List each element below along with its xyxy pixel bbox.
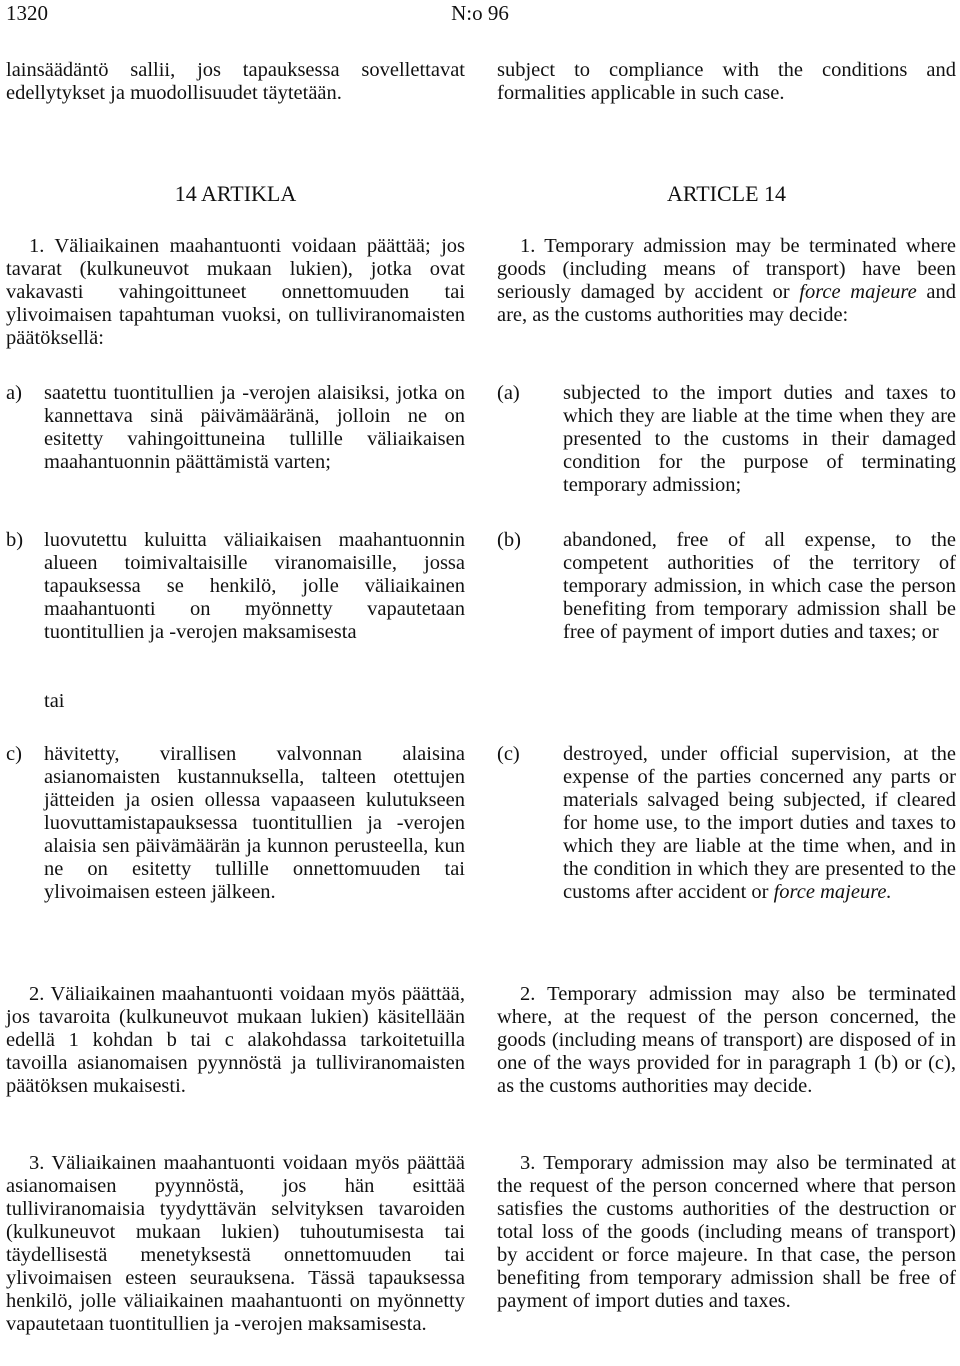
en-item-c-text bbox=[563, 743, 956, 904]
fi-item-a-label: a) bbox=[6, 382, 22, 404]
en-carryover-text: subject to compliance with the conditions and formalities applicable in such case. bbox=[497, 59, 956, 104]
fi-paragraph-1: 1. Väliaikainen maahantuonti voidaan päättää; jos tavarat (kulkuneuvot mukaan lukien), jotka ovat vakavasti vahingoittuneet onnettomuuden tai ylivoimaisen tapahtuman vuoksi, on tulliviranomaisten päätöksellä: bbox=[6, 235, 465, 349]
en-item-b-text: abandoned, free of all expense, to the competent authorities of the territory of temporary admission, in which case the person benefiting from temporary admission shall be free of payment of import duties and taxes; or bbox=[563, 529, 956, 643]
en-item-c-italic: force majeure. bbox=[773, 881, 892, 903]
en-paragraph-2: 2. Temporary admission may also be terminated where, at the request of the person concerned, the goods (including means of transport) are disposed of in one of the ways provided for in paragraph 1 (b) or (c), as the customs authorities may decide. bbox=[497, 983, 956, 1097]
en-paragraph-1 bbox=[497, 235, 956, 327]
en-paragraph-1-italic: force majeure bbox=[799, 281, 917, 303]
fi-or-word: tai bbox=[44, 690, 65, 712]
en-item-b-label: (b) bbox=[497, 529, 521, 551]
fi-item-b bbox=[6, 529, 465, 644]
en-item-a bbox=[497, 382, 956, 497]
en-item-a-text: subjected to the import duties and taxes to which they are liable at the time when they are presented to the customs in their damaged condition for the purpose of terminating temporary admission; bbox=[563, 382, 956, 496]
fi-carryover-text: lainsäädäntö sallii, jos tapauksessa sovellettavat edellytykset ja muodollisuudet täytetään. bbox=[6, 59, 465, 104]
en-paragraph-1-start: 1. Temporary admission may be terminated where goods (including means of transport) have been seriously damaged by accident or bbox=[497, 235, 956, 303]
en-item-a-label: (a) bbox=[497, 382, 520, 404]
fi-item-c-text: hävitetty, virallisen valvonnan alaisina asianomaisten kustannuksella, talteen otettujen jätteiden ja osien ollessa vapaaseen kulutukseen luovuttamistapauksessa tuontitullien ja -verojen alaisia sen päivämäärän ja kunnon perusteella, kun ne on esitetty tullille onnettomuuden tai ylivoimaisen esteen jälkeen. bbox=[44, 743, 465, 903]
page-number: 1320 bbox=[6, 1, 48, 25]
en-item-b bbox=[497, 529, 956, 644]
fi-item-b-label: b) bbox=[6, 529, 24, 551]
en-item-c bbox=[497, 743, 956, 904]
fi-article-title: 14 ARTIKLA bbox=[174, 181, 297, 206]
fi-item-a-text: saatettu tuontitullien ja -verojen alaisiksi, jotka on kannettava sinä päivämääränä, jolloin ne on esitetty vahingoittuneina tullille väliaikaisen maahantuonnin päättämistä varten; bbox=[44, 382, 465, 473]
fi-paragraph-3: 3. Väliaikainen maahantuonti voidaan myös päättää asianomaisen pyynnöstä, jos hän esittää tulliviranomaisia tyydyttävän selvityksen tavaroiden (kulkuneuvot mukaan lukien) tuhoutumisesta tai täydellisestä menetyksestä onnettomuuden tai ylivoimaisen esteen seurauksena. Tässä tapauksessa henkilö, jolle väliaikainen maahantuonti on myönnetty vapautetaan tuontitullien ja -verojen maksamisesta. bbox=[6, 1152, 465, 1335]
en-article-title: ARTICLE 14 bbox=[666, 181, 787, 206]
en-paragraph-3: 3. Temporary admission may also be terminated at the request of the person concerned where that person satisfies the customs authorities of the destruction or total loss of the goods (including means of transport) by accident or force majeure. In that case, the person benefiting from temporary admission shall be free of payment of import duties and taxes. bbox=[497, 1152, 956, 1312]
fi-item-c bbox=[6, 743, 465, 904]
en-item-c-label: (c) bbox=[497, 743, 520, 765]
fi-paragraph-2: 2. Väliaikainen maahantuonti voidaan myös päättää, jos tavaroita (kulkuneuvot mukaan lukien) käsitellään edellä 1 kohdan b tai c alakohdassa tarkoitetuilla tavoilla asianomaisen pyynnöstä ja tulliviranomaisten päätöksen mukaisesti. bbox=[6, 983, 465, 1097]
en-item-c-text-main: destroyed, under official supervision, at the expense of the parties concerned any parts or materials salvaged being subjected, if cleared for home use, to the import duties and taxes to which they are liable at the time when, and in the condition in which they are presented to the customs after accident or bbox=[563, 743, 956, 903]
fi-item-b-text: luovutettu kuluitta väliaikaisen maahantuonnin alueen toimivaltaisille viranomaisille, jossa tapauksessa se henkilö, jolle väliaikainen maahantuonti on myönnetty vapautetaan tuontitullien ja -verojen maksamisesta bbox=[44, 529, 465, 643]
en-paragraph-1-end: and are, as the customs authorities may decide: bbox=[497, 281, 956, 326]
issue-number: N:o 96 bbox=[451, 1, 509, 25]
fi-item-c-label: c) bbox=[6, 743, 22, 765]
fi-item-a bbox=[6, 382, 465, 474]
